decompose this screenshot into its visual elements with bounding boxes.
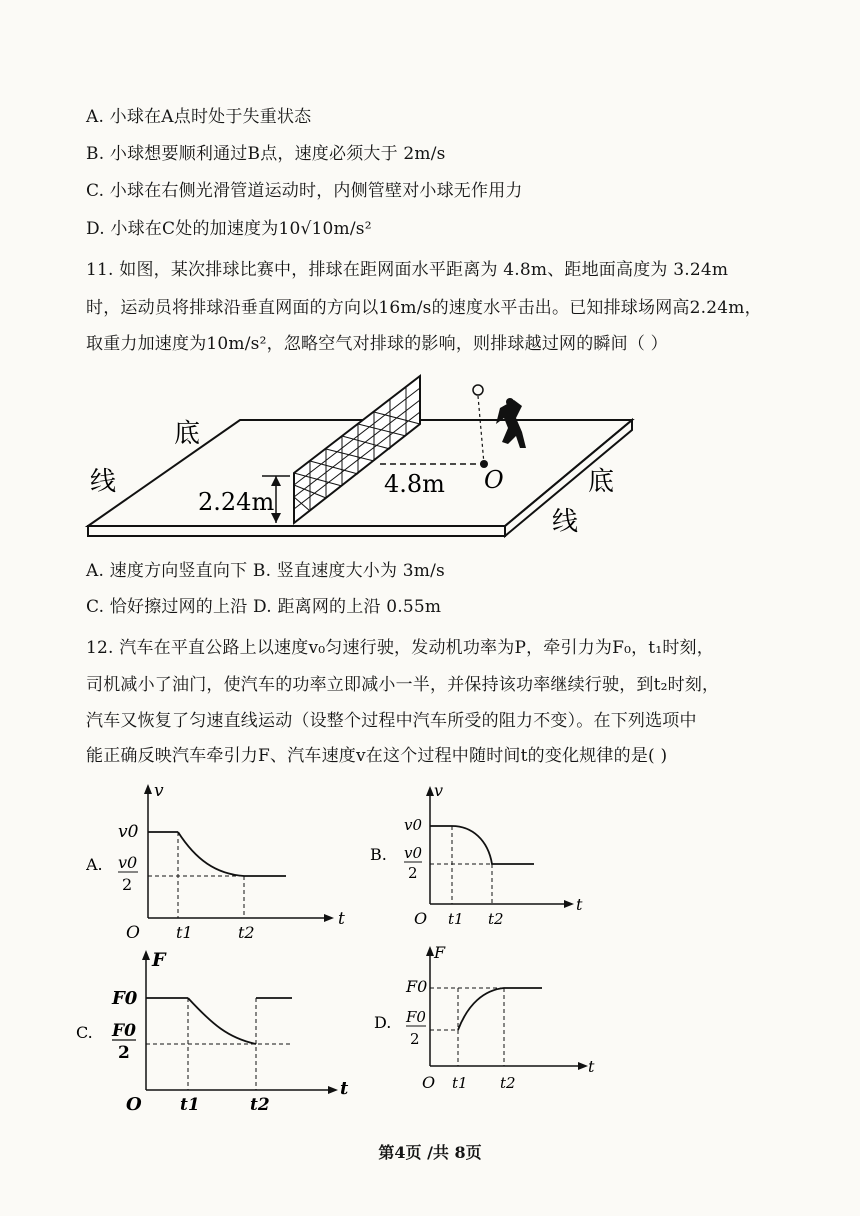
q10-option-a: A. 小球在A点时处于失重状态	[86, 107, 312, 127]
graph-d-t2-label: t2	[500, 1074, 516, 1092]
graph-c-half-num: F0	[112, 1021, 136, 1041]
graph-d-option-label: D.	[374, 1013, 392, 1032]
graph-a-origin: O	[126, 923, 140, 940]
q10-option-d: D. 小球在C处的加速度为10√10m/s²	[86, 219, 372, 239]
graph-b-half-den: 2	[408, 864, 418, 882]
page-number-footer: 第4页 /共 8页	[378, 1143, 482, 1162]
graph-c-t1-label: t1	[180, 1095, 200, 1114]
q12-text-line-4: 能正确反映汽车牵引力F、汽车速度v在这个过程中随时间t的变化规律的是( )	[86, 746, 668, 766]
q11-options-row-2: C. 恰好擦过网的上沿 D. 距离网的上沿 0.55m	[86, 597, 442, 617]
graph-c-ylabel: F	[152, 949, 166, 971]
graph-d-t1-label: t1	[452, 1074, 468, 1092]
graph-d-top-label: F0	[406, 977, 428, 996]
player-figure	[473, 385, 526, 464]
q10-option-c: C. 小球在右侧光滑管道运动时，内侧管壁对小球无作用力	[86, 181, 523, 201]
point-o-label: O	[484, 466, 504, 494]
q11-text-line-1: 11. 如图，某次排球比赛中，排球在距网面水平距离为 4.8m、距地面高度为 3.24m	[86, 260, 729, 280]
graph-a-top-label: v0	[118, 822, 139, 842]
graph-b-ylabel: v	[434, 781, 444, 800]
graph-d-half-num: F0	[406, 1008, 426, 1026]
graph-d-xlabel: t	[588, 1057, 595, 1076]
graph-b-top-label: v0	[404, 816, 423, 834]
net-height-label: 2.24m	[198, 488, 275, 516]
graph-a-t1-label: t1	[176, 923, 193, 940]
graph-d	[372, 944, 612, 1104]
graph-d-half-den: 2	[410, 1030, 420, 1048]
q10-option-b: B. 小球想要顺利通过B点，速度必须大于 2m/s	[86, 144, 446, 164]
baseline-label-xian-left: 线	[90, 467, 117, 497]
graph-a-t2-label: t2	[238, 923, 255, 940]
graph-a-ylabel: v	[154, 781, 164, 801]
graph-b-t1-label: t1	[448, 910, 464, 928]
graph-b-origin: O	[414, 909, 428, 928]
graph-b	[370, 780, 600, 930]
graph-d-ylabel: F	[434, 944, 446, 962]
graph-b-t2-label: t2	[488, 910, 504, 928]
graph-b-xlabel: t	[576, 895, 583, 914]
q11-options-row-1: A. 速度方向竖直向下 B. 竖直速度大小为 3m/s	[86, 561, 445, 581]
graph-c-origin: O	[126, 1094, 142, 1114]
baseline-label-xian-right: 线	[552, 507, 579, 537]
graph-a-half-den: 2	[122, 875, 133, 894]
graph-c-top-label: F0	[112, 988, 138, 1009]
graph-a-xlabel: t	[338, 909, 345, 929]
q11-text-line-3: 取重力加速度为10m/s²，忽略空气对排球的影响，则排球越过网的瞬间（ ）	[86, 334, 668, 354]
graph-a-half-num: v0	[118, 853, 138, 872]
baseline-label-di-left: 底	[174, 419, 201, 449]
graph-c-xlabel: t	[340, 1078, 349, 1099]
q12-text-line-3: 汽车又恢复了匀速直线运动（设整个过程中汽车所受的阻力不变）。在下列选项中	[86, 711, 697, 731]
graph-c	[76, 944, 366, 1114]
graph-c-t2-label: t2	[250, 1095, 270, 1114]
volleyball-court-figure	[80, 368, 640, 548]
baseline-label-di-right: 底	[588, 467, 615, 497]
graph-c-option-label: C.	[76, 1023, 93, 1042]
graph-a	[86, 780, 356, 940]
graph-a-option-label: A.	[86, 855, 103, 874]
graph-b-option-label: B.	[370, 845, 387, 864]
q11-text-line-2: 时，运动员将排球沿垂直网面的方向以16m/s的速度水平击出。已知排球场网高2.24m，	[86, 298, 762, 318]
net	[294, 376, 420, 523]
graph-d-origin: O	[422, 1073, 436, 1092]
graph-b-half-num: v0	[404, 844, 423, 862]
graph-c-half-den: 2	[118, 1043, 130, 1063]
q12-text-line-2: 司机减小了油门，使汽车的功率立即减小一半，并保持该功率继续行驶，到t₂时刻，	[86, 675, 720, 695]
distance-label: 4.8m	[384, 470, 445, 498]
q12-text-line-1: 12. 汽车在平直公路上以速度v₀匀速行驶，发动机功率为P，牵引力为F₀，t₁时刻，	[86, 638, 714, 658]
